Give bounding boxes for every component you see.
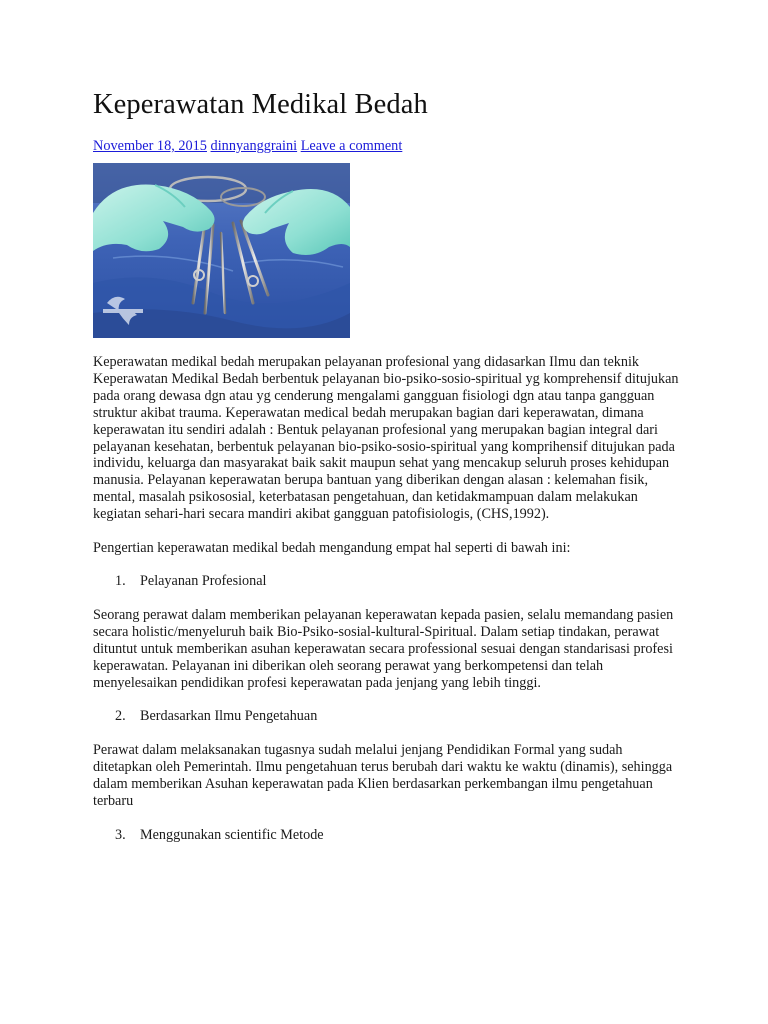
paragraph-intro: Keperawatan medikal bedah merupakan pelayanan profesional yang didasarkan Ilmu dan teknik Keperawatan Medikal Bedah berbentuk pelayanan bio-psiko-sosio-spiritual yg komprehensif ditujukan pada orang dewasa dgn atau yg cenderung mengalami gangguan fisiologi dgn atau tanpa gangguan struktur akibat trauma. Keperawatan medical bedah merupakan bagian dari keperawatan, dimana keperawatan itu sendiri adalah : Bentuk pelayanan profesional yang merupakan bagian integral dari pelayanan kesehatan, berbentuk pelayanan bio-psiko-sosio-spiritual yang komprihensif ditujukan pada individu, keluarga dan masyarakat baik sakit maupun sehat yang mencakup seluruh proses kehidupan manusia. Pelayanan keperawatan berupa bantuan yang diberikan dengan alasan : kelemahan fisik, mental, masalah psikososial, keterbatasan pengetahuan, dan ketidakmampuan dalam melakukan kegiatan sehari-hari secara mandiri akibat gangguan patofisiologis, (CHS,1992). — [93, 354, 679, 523]
list-label: Pelayanan Profesional — [140, 572, 267, 589]
list-item-1 — [93, 573, 683, 590]
post-title: Keperawatan Medikal Bedah — [93, 89, 428, 120]
list-label: Menggunakan scientific Metode — [140, 826, 324, 843]
list-number: 3. — [115, 826, 126, 843]
surgical-photo — [93, 163, 350, 338]
paragraph-ilmu: Perawat dalam melaksanakan tugasnya sudah melalui jenjang Pendidikan Formal yang sudah ditetapkan oleh Pemerintah. Ilmu pengetahuan terus berubah dari waktu ke waktu (dinamis), sehingga dalam memberikan Asuhan keperawatan pada Klien berdasarkan perkembangan ilmu pengetahuan terbaru — [93, 742, 673, 810]
post-content — [93, 86, 683, 861]
post-body — [93, 354, 683, 844]
list-item-3 — [93, 827, 683, 844]
paragraph-profesional: Seorang perawat dalam memberikan pelayanan keperawatan kepada pasien, selalu memandang pasien secara holistic/menyeluruh baik Bio-Psiko-sosial-kultural-Spiritual. Dalam setiap tindakan, perawat dituntut untuk memberikan asuhan keperawatan secara professional sesuai dengan standarisasi profesi keperawatan. Pelayanan ini diberikan oleh seorang perawat yang berkompetensi dan telah menyelesaikan pendidikan profesi keperawatan pada jenjang yang lebih tinggi. — [93, 606, 674, 691]
post-date-link[interactable]: November 18, 2015 — [93, 138, 207, 154]
list-number: 1. — [115, 572, 126, 589]
post-author-link[interactable]: dinnyanggraini — [210, 138, 298, 154]
list-label: Berdasarkan Ilmu Pengetahuan — [140, 708, 318, 725]
paragraph-definition: Pengertian keperawatan medikal bedah mengandung empat hal seperti di bawah ini: — [93, 540, 571, 557]
post-meta — [93, 137, 683, 155]
list-number: 2. — [115, 708, 126, 725]
leave-comment-link[interactable]: Leave a comment — [300, 138, 403, 154]
list-item-2 — [93, 708, 683, 725]
